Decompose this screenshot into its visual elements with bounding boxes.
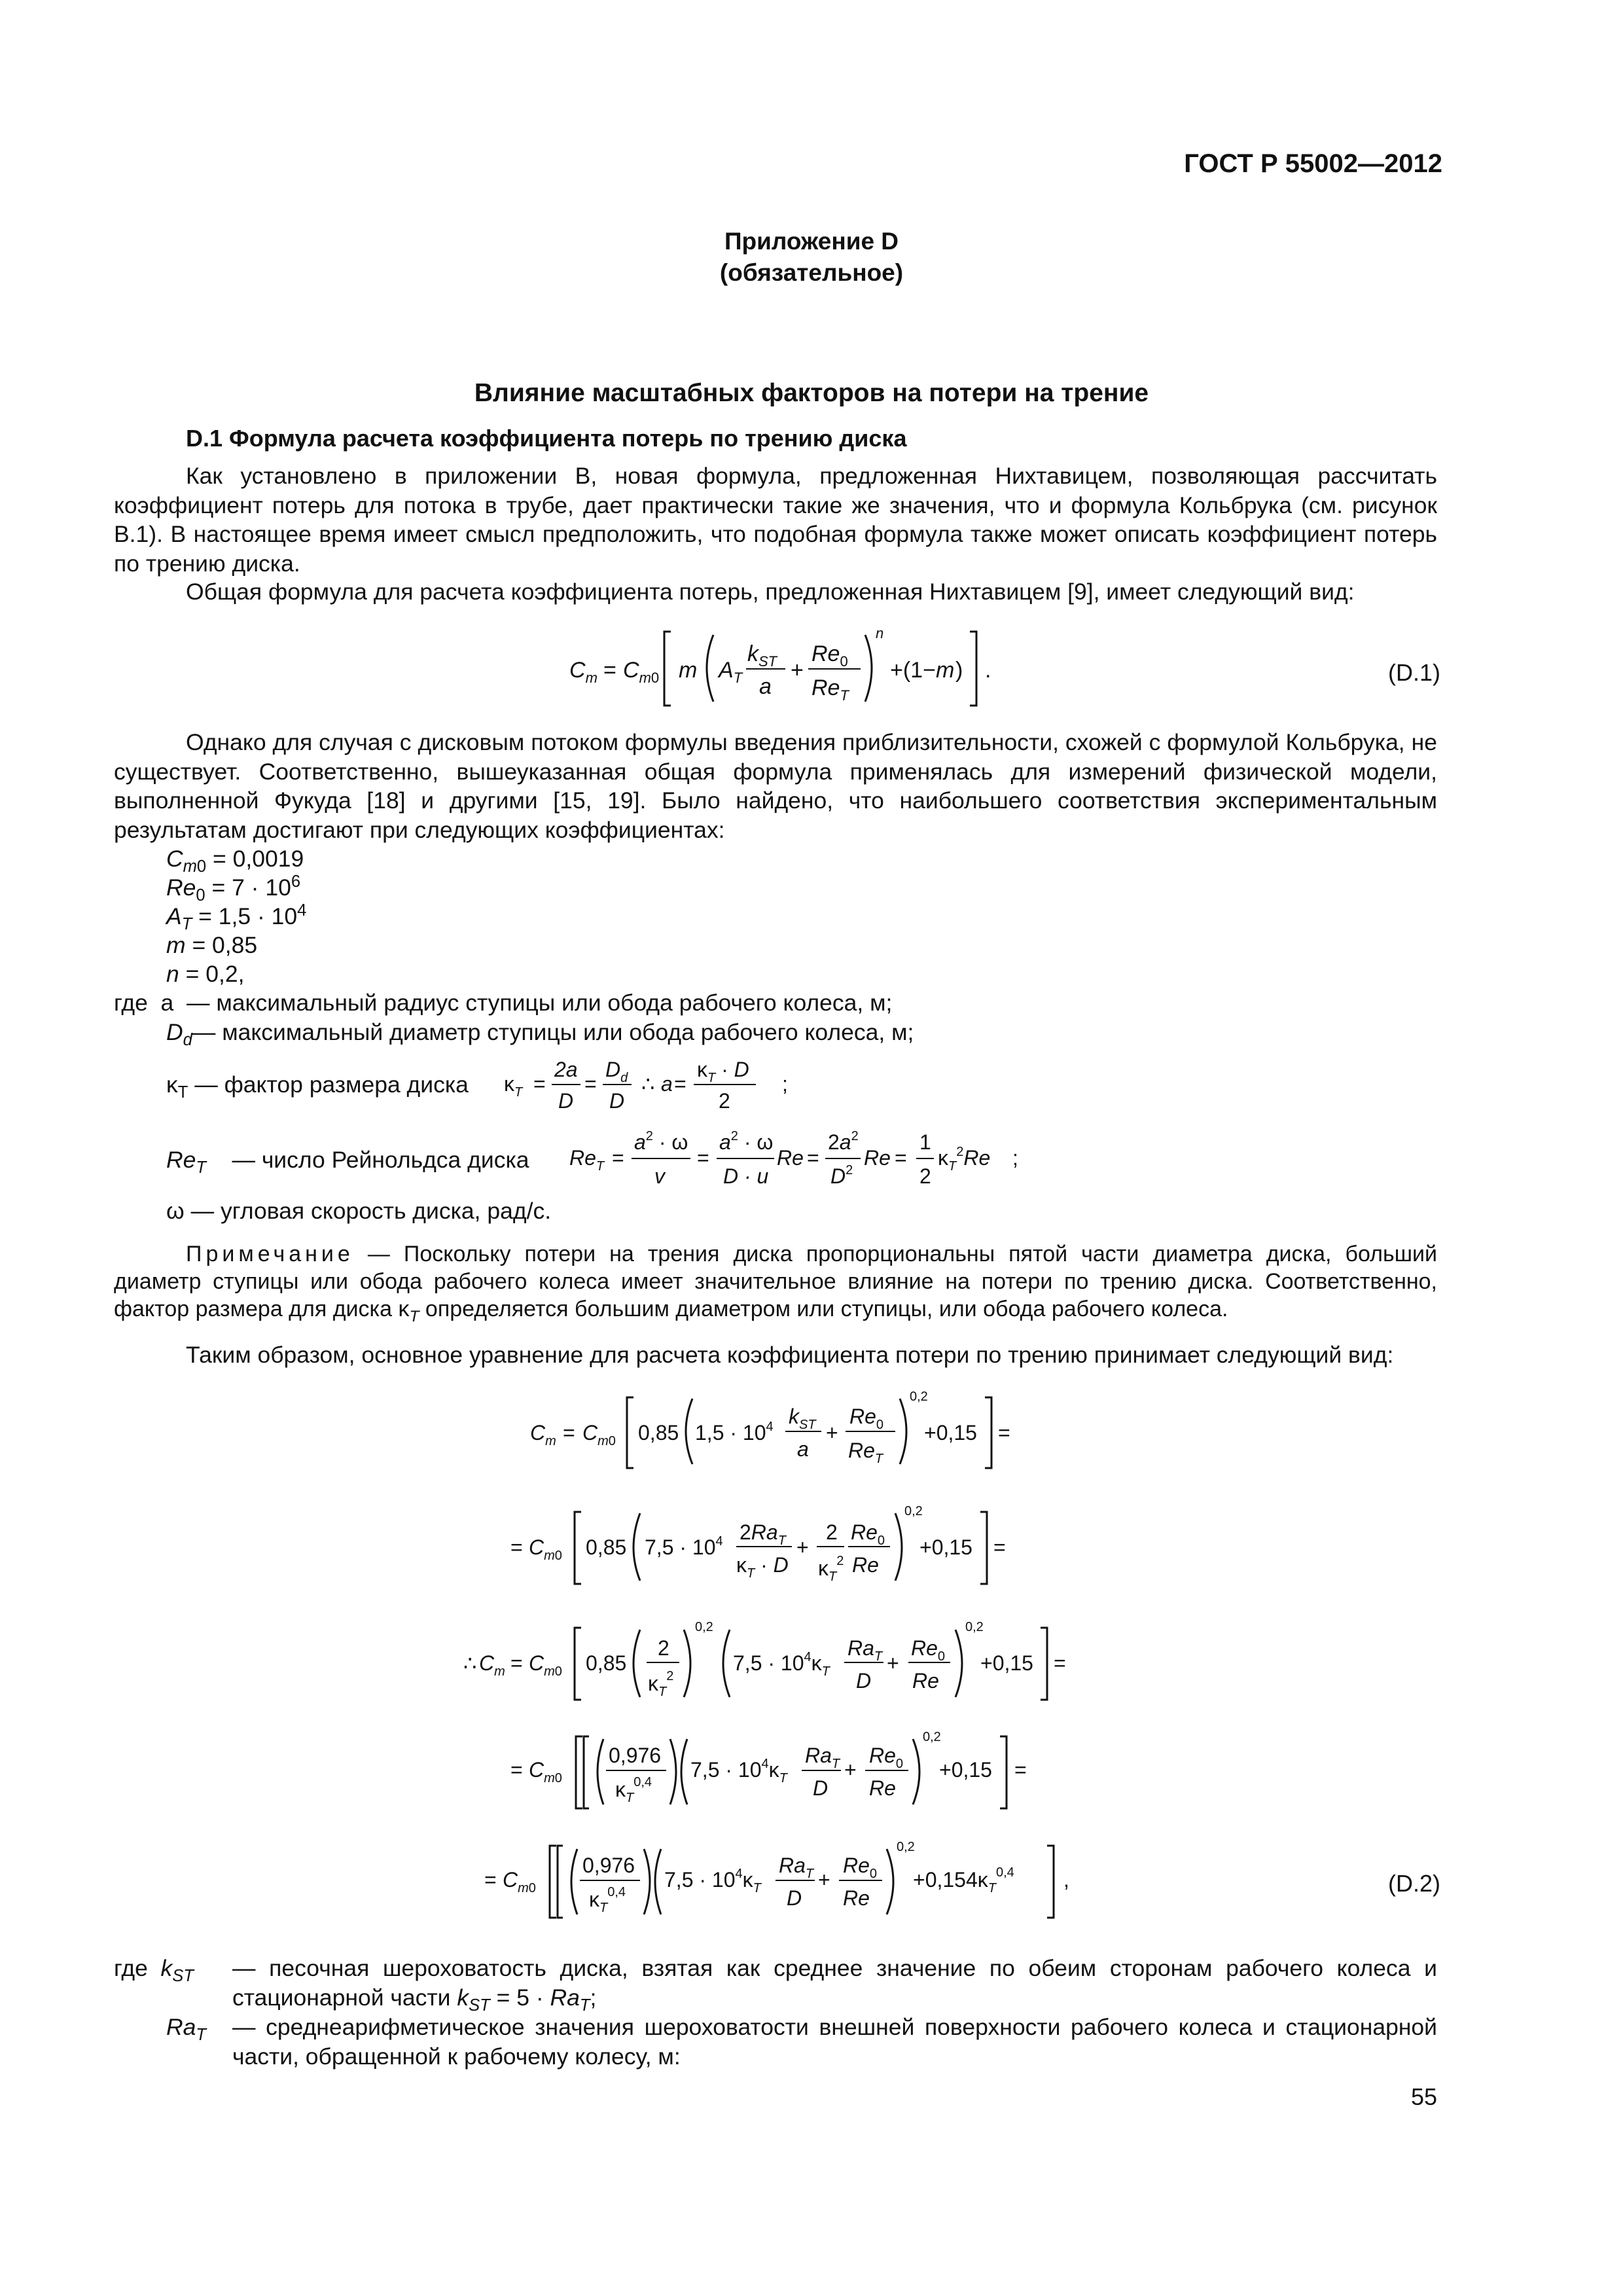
where-ret-line: $Re_T$ — число Рейнольдса диска [166,1147,529,1177]
svg-text:Re0: $Re_0$ [911,1636,946,1664]
equation-d2-number: (D.2) [1388,1870,1440,1897]
equation-d2 [458,1384,1113,1921]
svg-text:v: v [654,1164,665,1188]
svg-text:2a: 2a [554,1058,578,1081]
svg-text:;: ; [1012,1146,1018,1170]
equation-d1-number: (D.1) [1388,659,1440,686]
svg-text:a: a [661,1072,673,1096]
coef-cm0: $C_{m0} = 0,0019$ [166,846,304,876]
svg-text:Re: Re [864,1146,891,1170]
svg-text:;: ; [782,1072,788,1096]
svg-text:0,2: 0,2 [897,1840,915,1854]
svg-text:1: 1 [919,1130,931,1154]
appendix-status: (обязательное) [719,259,904,286]
svg-text:+0,15: +0,15 [980,1651,1033,1675]
svg-text:D: D [813,1776,829,1800]
svg-text:κT · D: $\kappa_T \cdot D$ [736,1553,789,1581]
appendix-heading [0,226,1623,289]
svg-text:Re: Re [912,1669,939,1693]
note: Примечание — Поскольку потери на трения диска пропорциональны пятой части диаметра диска, больший диаметр ступицы или обода рабочего колеса имеет значительное влияние на потери по трению диска. Соответственно, фактор размера для диска $\kappa_T$ определяется большим диаметром или ступицы, или обода рабочего колеса. [114,1242,1437,1325]
svg-text:+: + [818,1868,830,1892]
svg-text:0,2: 0,2 [695,1620,713,1634]
rat-description: — среднеарифметическое значения шероховатости внешней поверхности рабочего колеса и стационарной части, обращенной к рабочему колесу, м: [232,2014,1437,2070]
svg-text:=: = [674,1072,687,1096]
svg-text:RaT: $Ra_T$ [779,1854,814,1881]
svg-text:D: D [558,1089,574,1113]
svg-text:=: = [807,1146,819,1170]
svg-text:κT0,4: $\kappa_T^{0,4}$ [615,1775,652,1805]
svg-text:+0,154κT0,4: $+0,154\kappa_T^{0,4}$ [913,1865,1014,1895]
where-kst-line: где $k_{ST}$ [114,1955,194,1986]
svg-text:2: 2 [919,1164,931,1188]
svg-text:=: = [993,1535,1006,1559]
svg-text:=: = [612,1146,624,1170]
svg-text:+: + [844,1758,857,1782]
kt-formula [501,1050,815,1122]
subsection-title: D.1 Формула расчета коэффициента потерь по трению диска [186,425,907,452]
svg-text:+0,15: +0,15 [919,1535,972,1559]
svg-text:=: = [697,1146,709,1170]
svg-text:+: + [887,1651,899,1675]
svg-text:2RaT: $2Ra_T$ [740,1520,786,1548]
svg-text:∴: ∴ [463,1651,477,1675]
where-rat-line: $Ra_T$ [166,2014,206,2045]
appendix-label: Приложение D [724,228,899,255]
svg-text:ReT: $Re_T$ [848,1439,883,1466]
svg-text:2: 2 [719,1089,730,1113]
paragraph-2: Общая формула для расчета коэффициента потерь, предложенная Нихтавицем [9], имеет следующий вид: [186,579,1355,605]
svg-text:0,2: 0,2 [965,1620,984,1634]
svg-text:=: = [563,1421,575,1444]
svg-text:a2 · ω: $a^2 \cdot \omega$ [634,1129,688,1154]
svg-text:Cm0: $C_m0$ [529,1535,562,1563]
svg-text:+0,15: +0,15 [939,1758,992,1782]
coef-at: $A_T = 1,5 \cdot 10^4$ [166,901,307,934]
where-omega-line: ω — угловая скорость диска, рад/с. [166,1198,552,1224]
where-kt-line: $\kappa_T$ — фактор размера диска [166,1071,469,1102]
svg-text:+: + [826,1421,838,1444]
svg-text:0,976: 0,976 [582,1854,635,1877]
svg-text:a: a [759,674,772,699]
svg-text:0,2: 0,2 [910,1390,928,1404]
svg-text:κT2: $\kappa_T^2$ [818,1554,844,1584]
svg-text:D · u: D · u [723,1164,769,1188]
svg-text:0,976: 0,976 [609,1744,662,1767]
coef-n: n = 0,2, [166,961,245,987]
svg-text:RaT: $Ra_T$ [847,1636,883,1664]
svg-text:Re0: $Re_0$ [849,1405,884,1432]
svg-text:=: = [484,1868,497,1892]
svg-text:m: m [936,658,955,683]
svg-text:Cm: $C_m$ [569,658,597,686]
svg-text:Re: Re [869,1776,896,1800]
svg-text:7,5 · 104κT: $7,5 \cdot 10^4\kappa_T$ [664,1867,761,1895]
svg-text:a: a [797,1437,809,1461]
svg-text:1,5 · 104: $1,5 \cdot 10^4$ [695,1420,774,1444]
svg-text:7,5 · 104: $7,5 \cdot 10^4$ [645,1534,723,1559]
svg-text:κT2: $\kappa_T^2$ [648,1669,674,1699]
svg-text:D: D [787,1886,802,1910]
svg-text:ReT: $Re_T$ [812,675,849,704]
where-a-line: где a — максимальный радиус ступицы или обода рабочего колеса, м; [114,990,893,1016]
svg-text:.: . [985,658,991,683]
svg-text:=: = [603,658,616,683]
svg-text:=: = [584,1072,597,1096]
svg-text:κT2Re: $\kappa_T^2Re$ [938,1145,991,1174]
svg-text:kST: $k_{ST}$ [747,641,777,670]
svg-text:∴: ∴ [641,1072,655,1096]
svg-text:Cm0: $C_m0$ [529,1651,562,1679]
svg-text:Re: Re [777,1146,804,1170]
ret-formula [566,1124,1037,1196]
svg-text:+0,15: +0,15 [924,1421,977,1444]
svg-text:0,85: 0,85 [638,1421,679,1444]
svg-text:κT0,4: $\kappa_T^{0,4}$ [589,1885,626,1915]
svg-text:0,2: 0,2 [923,1730,941,1744]
svg-text:=: = [998,1421,1010,1444]
svg-text:Cm0: $C_m0$ [582,1421,616,1448]
note-label: Примечание [186,1242,354,1266]
paragraph-4: Таким образом, основное уравнение для расчета коэффициента потери по трению принимает следующий вид: [186,1342,1394,1368]
svg-text:a2 · ω: $a^2 \cdot \omega$ [719,1129,774,1154]
svg-text:κT · D: $\kappa_T \cdot D$ [697,1058,749,1085]
svg-text:Cm0: $C_m0$ [503,1868,536,1895]
svg-text:2: 2 [826,1520,838,1544]
svg-text:Re: Re [852,1553,879,1577]
svg-text:+: + [791,658,804,683]
svg-text:Cm: $C_m$ [479,1651,505,1679]
paragraph-3: Однако для случая с дисковым потоком формулы введения приблизительности, схожей с формулой Кольбрука, не существует. Соответственно, вышеуказанная общая формула применялась для измерений физической модели, выполненной Фукуда [18] и другими [15, 19]. Было найдено, что наибольшего соответствия экспериментальным результатам достигают при следующих коэффициентах: [114,729,1437,843]
svg-text:n: n [876,625,884,641]
svg-text:0,85: 0,85 [586,1651,627,1675]
kst-description: — песочная шероховатость диска, взятая как среднее значение по обеим сторонам рабочего колеса и стационарной части $k_{ST} = 5 \cdot Ra_T$; [232,1955,1437,2015]
svg-text:Re: Re [843,1886,870,1910]
svg-text:=: = [510,1535,523,1559]
svg-text:=: = [533,1072,546,1096]
svg-text:Re0: $Re_0$ [843,1854,878,1881]
svg-text:=: = [510,1651,523,1675]
svg-text:0,2: 0,2 [904,1504,923,1518]
svg-text:=: = [895,1146,907,1170]
svg-text:D2: $D^2$ [830,1163,853,1188]
svg-text:): ) [955,658,963,683]
svg-text:AT: $A_T$ [719,658,743,686]
svg-text:Cm0: $C_m0$ [623,658,660,686]
paragraph-1: Как установлено в приложении B, новая формула, предложенная Нихтавицем, позволяющая рассчитать коэффициент потерь для потока в трубе, дает практически такие же значения, что и формула Кольбрука (см. рисунок B.1). В настоящее время имеет смысл предположить, что подобная формула также может описать коэффициент потерь по трению диска. [114,463,1437,577]
svg-text:Cm0: $C_m0$ [529,1758,562,1785]
svg-text:=: = [1014,1758,1027,1782]
where-dd-line: $D_d—$ максимальный диаметр ступицы или обода рабочего колеса, м; [166,1019,914,1050]
svg-text:=: = [1054,1651,1066,1675]
svg-text:+: + [796,1535,809,1559]
svg-text:D: D [856,1669,872,1693]
svg-text:RaT: $Ra_T$ [805,1744,840,1771]
coef-m: m = 0,85 [166,932,258,958]
svg-text:0,85: 0,85 [586,1535,627,1559]
svg-text:2a2: $2a^2$ [828,1129,859,1154]
svg-text:κT: $\kappa_T$ [504,1072,523,1100]
svg-text:2: 2 [658,1636,669,1660]
svg-text:kST: $k_{ST}$ [789,1405,816,1432]
svg-text:Re0: $Re_0$ [812,641,848,670]
coef-re0: $Re_0 = 7 \cdot 10^6$ [166,872,301,905]
svg-text:=: = [510,1758,523,1782]
svg-text:D: D [609,1089,625,1113]
section-title: Влияние масштабных факторов на потери на трение [474,379,1149,407]
svg-text:7,5 · 104κT: $7,5 \cdot 10^4\kappa_T$ [690,1757,787,1785]
svg-text:+(1−: +(1− [890,658,936,683]
svg-text:Dd: $D_d$ [605,1058,628,1085]
equation-d1 [563,622,1021,713]
page-number: 55 [1410,2083,1437,2110]
svg-text:Cm: $C_m$ [530,1421,556,1448]
svg-text:m: m [679,658,698,683]
document-code: ГОСТ Р 55002—2012 [1184,149,1442,178]
svg-text:Re0: $Re_0$ [869,1744,904,1771]
coefficients-list [166,844,306,988]
svg-text:,: , [1063,1868,1069,1892]
svg-text:7,5 · 104κT: $7,5 \cdot 10^4\kappa_T$ [733,1650,830,1679]
svg-text:ReT: $Re_T$ [569,1146,605,1174]
svg-text:Re0: $Re_0$ [851,1520,885,1548]
